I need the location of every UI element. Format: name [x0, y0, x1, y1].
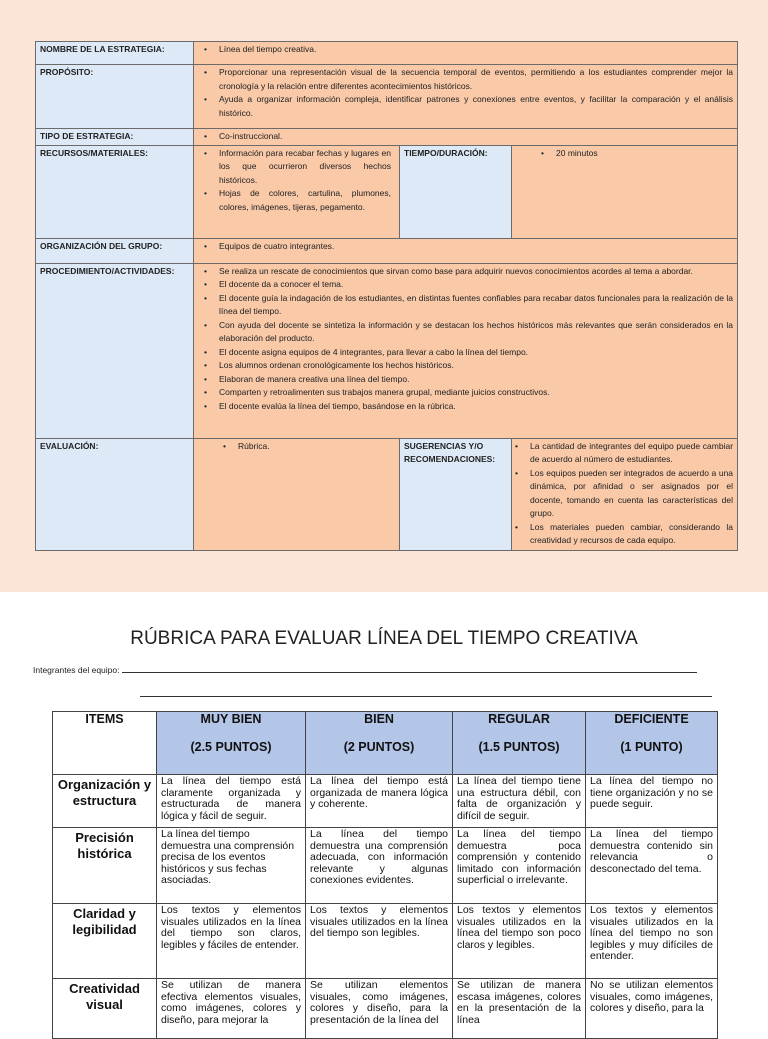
- tipo-value: [194, 129, 738, 146]
- bullet-item: • Co-instruccional.: [219, 130, 733, 144]
- recursos-value: [194, 145, 400, 238]
- header-level-muy-bien: [157, 712, 306, 775]
- criterion: Creatividad visual: [53, 979, 157, 1039]
- header-level-regular: [453, 712, 586, 775]
- cell-deficiente: La línea del tiempo no tiene organización y no se puede seguir.: [586, 775, 718, 828]
- cell-bien: Se utilizan elementos visuales, como imágenes, colores y diseño, para la presentación de la línea del: [306, 979, 453, 1039]
- procedimiento-value: [194, 263, 738, 438]
- cell-bien: La línea del tiempo está organizada de manera lógica y coherente.: [306, 775, 453, 828]
- strategy-table: [35, 41, 738, 551]
- level-name: BIEN: [364, 712, 394, 726]
- bullet-item: • Se realiza un rescate de conocimientos que sirvan como base para adquirir nuevos conocimientos acordes al tema a abordar.: [219, 265, 733, 279]
- bullet-item: • Los alumnos ordenan cronológicamente los hechos históricos.: [219, 359, 733, 373]
- bullet-item: • El docente asigna equipos de 4 integrantes, para llevar a cabo la línea del tiempo.: [219, 346, 733, 360]
- proposito-label: PROPÓSITO:: [36, 65, 194, 129]
- cell-muy-bien: Se utilizan de manera efectiva elementos visuales, como imágenes, colores y diseño, para mejorar la: [157, 979, 306, 1039]
- cell-deficiente: La línea del tiempo demuestra contenido sin relevancia o desconectado del tema.: [586, 828, 718, 904]
- team-blank-2[interactable]: [140, 688, 712, 697]
- criterion: Claridad y legibilidad: [53, 904, 157, 979]
- bullet-item: • Elaboran de manera creativa una línea del tiempo.: [219, 373, 733, 387]
- bullet-item: • Ayuda a organizar información compleja, identificar patrones y conexiones entre eventos, y facilitar la comparación y el análisis histórico.: [219, 93, 733, 120]
- organizacion-value: [194, 238, 738, 263]
- level-name: REGULAR: [488, 712, 550, 726]
- evaluacion-label: EVALUACIÓN:: [36, 438, 194, 550]
- rubric-row-claridad: [53, 904, 718, 979]
- procedimiento-label: PROCEDIMIENTO/ACTIVIDADES:: [36, 263, 194, 438]
- team-line-1: [33, 664, 697, 675]
- bullet-item: • La cantidad de integrantes del equipo puede cambiar de acuerdo al número de estudiantes.: [530, 440, 733, 467]
- rubric-row-precision: [53, 828, 718, 904]
- cell-bien: La línea del tiempo demuestra una comprensión adecuada, con información relevante y algunas conexiones evidentes.: [306, 828, 453, 904]
- cell-regular: Se utilizan de manera escasa imágenes, colores en la presentación de la línea: [453, 979, 586, 1039]
- nombre-label: NOMBRE DE LA ESTRATEGIA:: [36, 42, 194, 65]
- tiempo-label: TIEMPO/DURACIÓN:: [400, 145, 512, 238]
- header-level-deficiente: [586, 712, 718, 775]
- bullet-item: • Los equipos pueden ser integrados de acuerdo a una dinámica, por afinidad o ser asignados por el docente, tomando en cuenta las características del grupo.: [530, 467, 733, 521]
- team-label: Integrantes del equipo:: [33, 665, 120, 675]
- sugerencias-label: SUGERENCIAS Y/O RECOMENDACIONES:: [400, 438, 512, 550]
- organizacion-label: ORGANIZACIÓN DEL GRUPO:: [36, 238, 194, 263]
- cell-regular: Los textos y elementos visuales utilizados en la línea del tiempo son poco claros y legibles.: [453, 904, 586, 979]
- bullet-item: • Con ayuda del docente se sintetiza la información y se destacan los hechos históricos más relevantes que serán considerados en la elaboración del producto.: [219, 319, 733, 346]
- proposito-value: [194, 65, 738, 129]
- bullet-item: • Rúbrica.: [238, 440, 395, 454]
- nombre-value: [194, 42, 738, 65]
- criterion: Organización y estructura: [53, 775, 157, 828]
- rubric-title: RÚBRICA PARA EVALUAR LÍNEA DEL TIEMPO CREATIVA: [130, 628, 638, 649]
- cell-muy-bien: La línea del tiempo demuestra una comprensión precisa de los eventos históricos y sus fechas asociadas.: [157, 828, 306, 904]
- cell-bien: Los textos y elementos visuales utilizados en la línea del tiempo son legibles.: [306, 904, 453, 979]
- cell-deficiente: No se utilizan elementos visuales, como imágenes, colores y diseño, para la: [586, 979, 718, 1039]
- bullet-item: • Información para recabar fechas y lugares en los que ocurrieron diversos hechos históricos.: [219, 147, 391, 188]
- level-name: DEFICIENTE: [614, 712, 689, 726]
- bullet-item: • 20 minutos: [556, 147, 733, 161]
- level-points: (2.5 PUNTOS): [190, 740, 272, 754]
- header-items-label: ITEMS: [85, 712, 124, 726]
- team-blank-1[interactable]: [122, 664, 697, 673]
- sugerencias-value: [512, 438, 738, 550]
- criterion: Precisión histórica: [53, 828, 157, 904]
- header-items: [53, 712, 157, 775]
- bullet-item: • Los materiales pueden cambiar, considerando la creatividad y recursos de cada equipo.: [530, 521, 733, 548]
- header-level-bien: [306, 712, 453, 775]
- bullet-item: • El docente guía la indagación de los estudiantes, en distintas fuentes confiables para recabar datos funcionales para la realización de la línea del tiempo.: [219, 292, 733, 319]
- rubric-row-creatividad: [53, 979, 718, 1039]
- cell-muy-bien: Los textos y elementos visuales utilizados en la línea del tiempo son claros, legibles y fáciles de entender.: [157, 904, 306, 979]
- cell-regular: La línea del tiempo demuestra poca comprensión y contenido limitado con información superficial o irrelevante.: [453, 828, 586, 904]
- bullet-item: • Equipos de cuatro integrantes.: [219, 240, 733, 254]
- level-points: (1 PUNTO): [620, 740, 683, 754]
- evaluacion-value: [194, 438, 400, 550]
- bullet-item: • Comparten y retroalimenten sus trabajos manera grupal, mediante juicios constructivos.: [219, 386, 733, 400]
- level-points: (1.5 PUNTOS): [478, 740, 560, 754]
- level-points: (2 PUNTOS): [343, 740, 415, 754]
- tipo-label: TIPO DE ESTRATEGIA:: [36, 129, 194, 146]
- cell-regular: La línea del tiempo tiene una estructura débil, con falta de organización y difícil de seguir.: [453, 775, 586, 828]
- recursos-label: RECURSOS/MATERIALES:: [36, 145, 194, 238]
- level-name: MUY BIEN: [200, 712, 262, 726]
- bullet-item: • Hojas de colores, cartulina, plumones, colores, imágenes, tijeras, pegamento.: [219, 187, 391, 214]
- bullet-item: • El docente evalúa la línea del tiempo, basándose en la rúbrica.: [219, 400, 733, 414]
- cell-deficiente: Los textos y elementos visuales utilizados en la línea del tiempo no son legibles y muy difíciles de entender.: [586, 904, 718, 979]
- bullet-item: • Proporcionar una representación visual de la secuencia temporal de eventos, permitiendo a los estudiantes comprender mejor la cronología y la relación entre diferentes acontecimientos históricos.: [219, 66, 733, 93]
- tiempo-value: [512, 145, 738, 238]
- cell-muy-bien: La línea del tiempo está claramente organizada y estructurada de manera lógica y fácil de seguir.: [157, 775, 306, 828]
- team-line-2: [140, 688, 713, 699]
- rubric-table: [52, 711, 718, 1039]
- rubric-row-organizacion: [53, 775, 718, 828]
- bullet-item: • Línea del tiempo creativa.: [219, 43, 733, 57]
- bullet-item: • El docente da a conocer el tema.: [219, 278, 733, 292]
